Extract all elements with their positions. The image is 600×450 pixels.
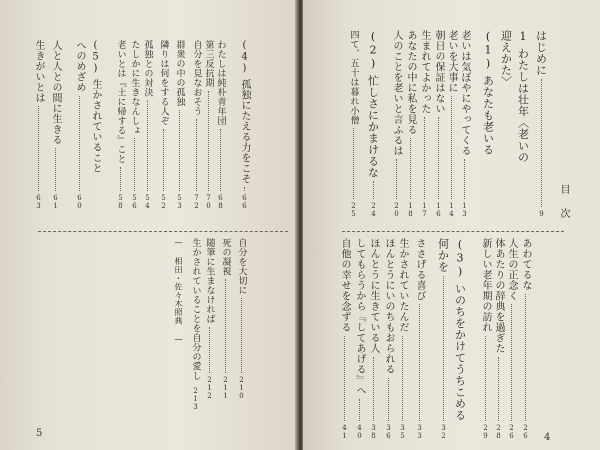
- dot-leader: [485, 336, 486, 422]
- toc-page-number: 72: [192, 194, 201, 210]
- toc-page-number: 38: [369, 424, 378, 440]
- toc-entry-title: 人と人との間に生きる: [50, 40, 61, 145]
- toc-entry-marker: 1: [516, 30, 530, 44]
- toc-page-number: 211: [221, 376, 230, 400]
- toc-entry-title: 忙しさにかまけるな: [366, 74, 380, 178]
- toc-page-number: 53: [175, 194, 184, 210]
- toc-entry[interactable]: [518, 238, 532, 440]
- dot-leader: [359, 399, 360, 422]
- toc-entry[interactable]: [72, 40, 86, 210]
- toc-entry-title: ほんとうにいのちもおられる: [383, 238, 394, 375]
- dot-leader: [120, 167, 121, 192]
- toc-entry[interactable]: [389, 30, 403, 218]
- toc-entry-title: 人生の正念く: [506, 238, 517, 301]
- dot-leader: [244, 187, 245, 192]
- toc-entry-marker: (4): [239, 40, 250, 75]
- toc-entry[interactable]: [403, 30, 417, 218]
- toc-entry[interactable]: [188, 238, 202, 411]
- dot-leader: [208, 91, 209, 192]
- dot-leader: [498, 357, 499, 422]
- toc-entry[interactable]: [453, 238, 467, 440]
- toc-page-number: 9: [537, 210, 546, 218]
- toc-entry[interactable]: [491, 238, 505, 440]
- toc-entry-title: 生かされていたんだ: [397, 238, 408, 333]
- toc-entry-title: 自分を見なおそう: [191, 40, 202, 116]
- toc-entry-title: 死の凝視: [220, 238, 231, 276]
- toc-entry[interactable]: [218, 238, 232, 400]
- toc-entry[interactable]: [172, 40, 186, 210]
- toc-entry[interactable]: [395, 238, 409, 440]
- toc-entry-title: へのめざめ: [74, 40, 85, 93]
- dot-leader: [147, 100, 148, 191]
- toc-entry-title: 生まれてよかった: [419, 30, 430, 114]
- dot-leader: [134, 138, 135, 191]
- toc-page-number: 26: [507, 424, 516, 440]
- toc-page-number: 16: [434, 202, 443, 218]
- toc-entry[interactable]: [202, 238, 216, 400]
- dot-leader: [163, 129, 164, 192]
- dot-leader: [209, 327, 210, 374]
- toc-page-number: 210: [237, 376, 246, 400]
- toc-page-number: 212: [205, 376, 214, 400]
- toc-entry-title: 自他の幸せを念ずる: [339, 238, 350, 333]
- toc-entry-title: 迎えかた〉: [499, 30, 513, 88]
- toc-entry-title: 老いを大事に: [446, 30, 457, 93]
- toc-entry-title: 新しい老年期の訪れ: [480, 238, 491, 333]
- toc-entry[interactable]: [412, 238, 426, 440]
- dot-leader: [402, 336, 403, 422]
- toc-page-number: 56: [130, 194, 139, 210]
- toc-page-number: 28: [494, 424, 503, 440]
- page-number: 5: [36, 428, 43, 439]
- left-page: [0, 0, 297, 450]
- toc-page-number: 213: [191, 386, 200, 411]
- toc-entry[interactable]: [431, 30, 445, 218]
- toc-entry[interactable]: [346, 30, 360, 218]
- toc-entry[interactable]: [48, 40, 62, 210]
- toc-page-number: 36: [384, 424, 393, 440]
- dot-leader: [353, 128, 354, 199]
- toc-entry[interactable]: [237, 40, 251, 210]
- dot-leader: [525, 294, 526, 422]
- toc-page-number: 18: [406, 202, 415, 218]
- dot-leader: [388, 378, 389, 422]
- dot-leader: [443, 276, 444, 422]
- toc-page-number: 63: [34, 194, 43, 210]
- toc-entry-title: 群衆の中の孤独: [174, 40, 185, 107]
- toc-page-number: 68: [216, 194, 225, 210]
- dot-leader: [225, 279, 226, 373]
- toc-entry[interactable]: [366, 30, 380, 218]
- toc-entry-title: 隣りは何をする人ぞ: [158, 40, 169, 126]
- toc-entry[interactable]: [504, 238, 518, 440]
- dot-leader: [396, 159, 397, 199]
- toc-entry[interactable]: [444, 30, 458, 218]
- toc-entry[interactable]: [234, 238, 248, 400]
- toc-entry[interactable]: [337, 238, 351, 440]
- toc-entry[interactable]: [113, 40, 127, 210]
- toc-page-number: 25: [349, 202, 358, 218]
- toc-page-number: 54: [143, 194, 152, 210]
- toc-entry-title: 生きがいとは: [33, 40, 44, 103]
- toc-entry[interactable]: [171, 238, 185, 400]
- dot-leader: [55, 148, 56, 191]
- toc-page-number: 13: [460, 202, 469, 218]
- toc-entry-title: 老いは気ぼやにやってくる: [459, 30, 470, 156]
- toc-page-number: 60: [75, 194, 84, 210]
- toc-entry-title: あなたの中に私を見る: [405, 30, 416, 135]
- toc-page-number: 35: [398, 424, 407, 440]
- toc-entry-title: 自分を大切に: [236, 238, 247, 295]
- dot-leader: [373, 181, 374, 199]
- toc-entry[interactable]: [478, 238, 492, 440]
- toc-entry-marker: (3): [453, 238, 467, 279]
- dot-leader: [179, 110, 180, 192]
- dot-leader: [373, 357, 374, 422]
- toc-entry[interactable]: [516, 30, 530, 218]
- toc-entry-title: 何かを: [436, 238, 450, 273]
- toc-page-number: 29: [481, 424, 490, 440]
- toc-entry-title: 人のことを老いと言ふるは: [391, 30, 402, 156]
- dot-leader: [38, 106, 39, 191]
- dot-leader: [196, 119, 197, 191]
- toc-entry-marker: (5): [90, 40, 101, 75]
- toc-entry[interactable]: [352, 238, 366, 440]
- toc-entry-title: 朝日の保証はない: [433, 30, 444, 114]
- toc-entry[interactable]: [534, 30, 548, 218]
- dot-leader: [241, 298, 242, 373]
- dot-leader: [541, 79, 542, 207]
- toc-entry-title: してもらうから『してあげる』へ: [354, 238, 365, 396]
- toc-entry-title: 生かされていることを自分の愛し: [190, 238, 201, 381]
- section-divider: [38, 231, 288, 232]
- toc-entry[interactable]: [201, 40, 215, 210]
- toc-page-number: 20: [392, 202, 401, 218]
- toc-entry-title: 四て、五十は暮れ小僧: [348, 30, 359, 125]
- toc-page-number: 26: [521, 424, 530, 440]
- dot-leader: [424, 117, 425, 199]
- toc-entry[interactable]: [189, 40, 203, 210]
- dot-leader: [451, 96, 452, 199]
- toc-entry[interactable]: [481, 30, 495, 218]
- dot-leader: [511, 304, 512, 421]
- dot-leader: [438, 117, 439, 199]
- dot-leader: [79, 96, 80, 192]
- toc-entry-title: — 相田・佐々木照典 —: [174, 238, 183, 344]
- toc-entry[interactable]: [31, 40, 45, 210]
- toc-entry-title: 第三反抗期: [203, 40, 214, 88]
- toc-entry[interactable]: [499, 30, 513, 218]
- toc-entry-title: 生かされていること: [90, 78, 101, 173]
- toc-page-number: 17: [420, 202, 429, 218]
- toc-entry-title: 随筆に生まなければ: [204, 238, 215, 324]
- toc-entry-title: ささげる喜び: [414, 238, 425, 301]
- page-number: 4: [544, 432, 551, 443]
- toc-entry-marker: (2): [366, 30, 380, 71]
- toc-page-number: 40: [355, 424, 364, 440]
- dot-leader: [220, 129, 221, 192]
- toc-entry-title: いのちをかけてうちこめる: [453, 282, 467, 421]
- toc-entry-title: 孤独との対決: [142, 40, 153, 97]
- toc-entry[interactable]: [366, 238, 380, 440]
- toc-page-number: 24: [369, 202, 378, 218]
- toc-entry[interactable]: [156, 40, 170, 210]
- toc-page-number: 52: [159, 194, 168, 210]
- toc-page-number: 58: [116, 194, 125, 210]
- toc-page-number: 66: [240, 194, 249, 210]
- toc-entry-title: たしかに生きなんしょ: [129, 40, 140, 135]
- toc-entry-title: わたしは壮年〈老いの: [516, 47, 530, 163]
- toc-page-number: 70: [204, 194, 213, 210]
- toc-page-number: 14: [447, 202, 456, 218]
- section-divider: [342, 231, 564, 232]
- toc-page-number: 41: [340, 424, 349, 440]
- toc-entry[interactable]: [127, 40, 141, 210]
- toc-entry-marker: (1): [481, 30, 495, 71]
- toc-page-number: 61: [51, 194, 60, 210]
- toc-entry[interactable]: [140, 40, 154, 210]
- toc-entry-title: ほんとうに生きている人: [368, 238, 379, 354]
- dot-leader: [419, 304, 420, 421]
- toc-entry[interactable]: [88, 40, 102, 210]
- toc-entry-title: わたしは純朴青年団: [215, 40, 226, 126]
- toc-entry-title: あなたも老いる: [481, 74, 495, 155]
- toc-entry[interactable]: [417, 30, 431, 218]
- toc-page-number: 32: [439, 424, 448, 440]
- toc-entry[interactable]: [436, 238, 450, 440]
- toc-entry-title: 孤独にたえる力をこそ: [239, 78, 250, 184]
- toc-entry[interactable]: [213, 40, 227, 210]
- mokuji-heading: 目次: [558, 184, 569, 232]
- toc-entry[interactable]: [381, 238, 395, 440]
- dot-leader: [410, 138, 411, 199]
- right-page: [303, 0, 600, 450]
- toc-entry-title: 老いとは『土に帰する』こと: [115, 40, 126, 164]
- toc-entry-title: はじめに: [534, 30, 548, 76]
- toc-page-number: 33: [415, 424, 424, 440]
- dot-leader: [464, 159, 465, 199]
- dot-leader: [344, 336, 345, 422]
- toc-entry-title: あわてるな: [520, 238, 531, 291]
- toc-entry[interactable]: [457, 30, 471, 218]
- toc-entry-title: 体あたりの辞典を過ぎた: [493, 238, 504, 354]
